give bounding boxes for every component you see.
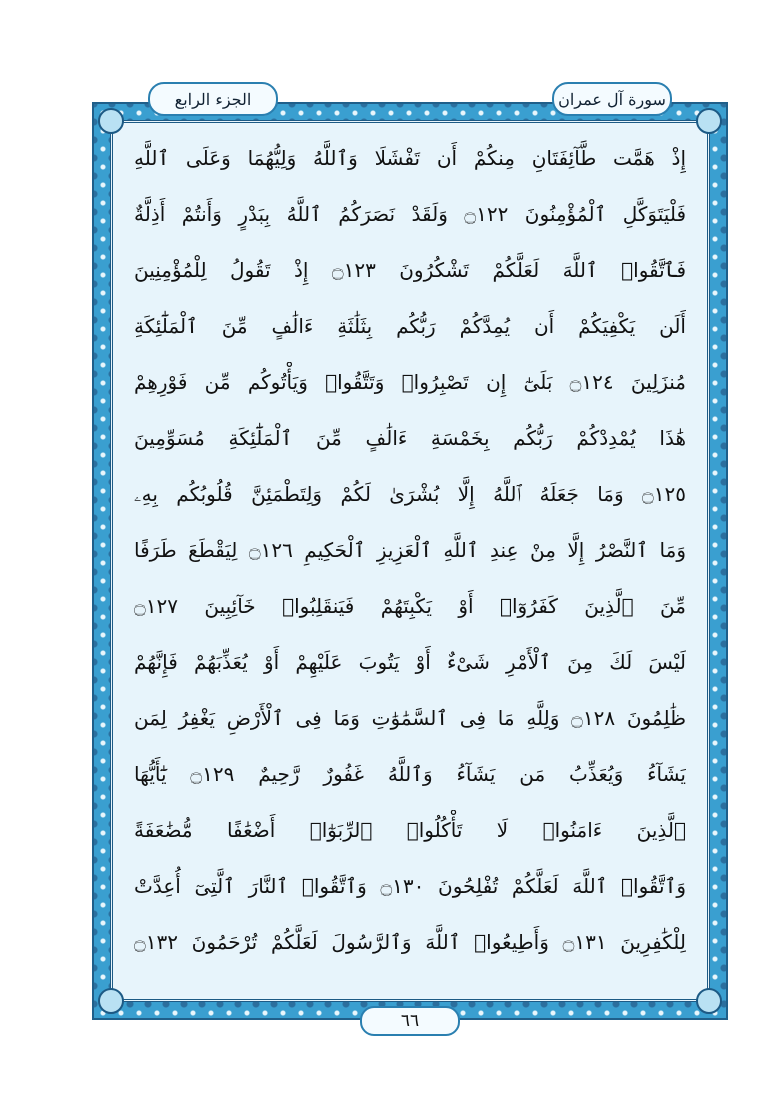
- verse-line-14: وَٱتَّقُوا۟ ٱللَّهَ لَعَلَّكُمْ تُفْلِحُونَ ۝١٣٠ وَٱتَّقُوا۟ ٱلنَّارَ ٱلَّتِىٓ أُعِدَّتْ: [134, 874, 686, 898]
- corner-ornament-icon: [696, 988, 722, 1014]
- verse-line-15: لِلْكَٰفِرِينَ ۝١٣١ وَأَطِيعُوا۟ ٱللَّهَ وَٱلرَّسُولَ لَعَلَّكُمْ تُرْحَمُونَ ۝١٣٢: [134, 930, 686, 954]
- verse-line-9: مِّنَ ٱلَّذِينَ كَفَرُوٓا۟ أَوْ يَكْبِتَهُمْ فَيَنقَلِبُوا۟ خَآئِبِينَ ۝١٢٧: [134, 594, 686, 618]
- verse-line-7: ۝١٢٥ وَمَا جَعَلَهُ ٱللَّهُ إِلَّا بُشْرَىٰ لَكُمْ وَلِتَطْمَئِنَّ قُلُوبُكُم بِهِۦ: [134, 482, 686, 506]
- text-panel: [116, 126, 704, 996]
- verse-lines: [116, 126, 704, 996]
- verse-line-4: أَلَن يَكْفِيَكُمْ أَن يُمِدَّكُمْ رَبُّكُم بِثَلَٰثَةِ ءَالَٰفٍ مِّنَ ٱلْمَلَٰٓئِكَةِ: [134, 314, 686, 338]
- page-number: ٦٦: [360, 1006, 460, 1036]
- verse-line-1: إِذْ هَمَّت طَّآئِفَتَانِ مِنكُمْ أَن تَفْشَلَا وَٱللَّهُ وَلِيُّهُمَا وَعَلَى ٱللَّهِ: [134, 146, 686, 170]
- verse-line-3: فَٱتَّقُوا۟ ٱللَّهَ لَعَلَّكُمْ تَشْكُرُونَ ۝١٢٣ إِذْ تَقُولُ لِلْمُؤْمِنِينَ: [134, 258, 686, 282]
- corner-ornament-icon: [696, 108, 722, 134]
- verse-line-10: لَيْسَ لَكَ مِنَ ٱلْأَمْرِ شَىْءٌ أَوْ يَتُوبَ عَلَيْهِمْ أَوْ يُعَذِّبَهُمْ فَإِنَّهُمْ: [134, 650, 686, 674]
- verse-line-6: هَٰذَا يُمْدِدْكُمْ رَبُّكُم بِخَمْسَةِ ءَالَٰفٍ مِّنَ ٱلْمَلَٰٓئِكَةِ مُسَوِّمِينَ: [134, 426, 686, 450]
- verse-line-12: يَشَآءُ وَيُعَذِّبُ مَن يَشَآءُ وَٱللَّهُ غَفُورٌ رَّحِيمٌ ۝١٢٩ يَٰٓأَيُّهَا: [134, 762, 686, 786]
- mushaf-page: [92, 82, 728, 1042]
- corner-ornament-icon: [98, 988, 124, 1014]
- verse-line-11: ظَٰلِمُونَ ۝١٢٨ وَلِلَّهِ مَا فِى ٱلسَّمَٰوَٰتِ وَمَا فِى ٱلْأَرْضِ يَغْفِرُ لِمَن: [134, 706, 686, 730]
- surah-label: سورة آل عمران: [552, 82, 672, 116]
- corner-ornament-icon: [98, 108, 124, 134]
- verse-line-13: ٱلَّذِينَ ءَامَنُوا۟ لَا تَأْكُلُوا۟ ٱلرِّبَوٰٓا۟ أَضْعَٰفًا مُّضَٰعَفَةً: [134, 818, 686, 842]
- verse-line-2: فَلْيَتَوَكَّلِ ٱلْمُؤْمِنُونَ ۝١٢٢ وَلَقَدْ نَصَرَكُمُ ٱللَّهُ بِبَدْرٍ وَأَنتُمْ أَذِلَّةٌ: [134, 202, 686, 226]
- verse-line-5: مُنزَلِينَ ۝١٢٤ بَلَىٰٓ إِن تَصْبِرُوا۟ وَتَتَّقُوا۟ وَيَأْتُوكُم مِّن فَوْرِهِمْ: [134, 370, 686, 394]
- juz-label: الجزء الرابع: [148, 82, 278, 116]
- verse-line-8: وَمَا ٱلنَّصْرُ إِلَّا مِنْ عِندِ ٱللَّهِ ٱلْعَزِيزِ ٱلْحَكِيمِ ۝١٢٦ لِيَقْطَعَ طَرَفًا: [134, 538, 686, 562]
